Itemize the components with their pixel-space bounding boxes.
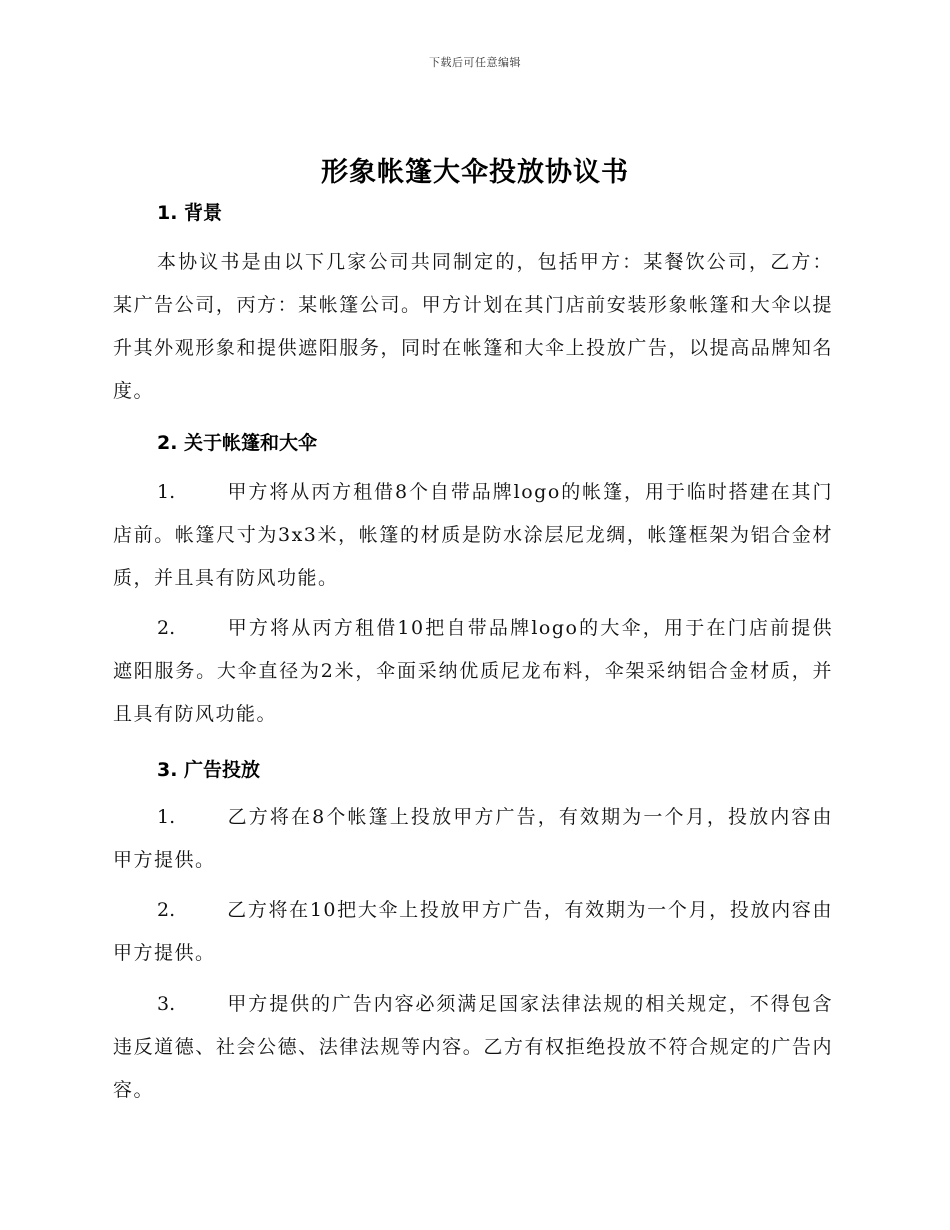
list-item-text: 甲方将从丙方租借8个自带品牌logo的帐篷，用于临时搭建在其门店前。帐篷尺寸为3x3米，帐篷的材质是防水涂层尼龙绸，帐篷框架为铝合金材质，并且具有防风功能。 [113, 481, 833, 589]
list-item-number: 1. [157, 481, 176, 503]
section-heading-tent-umbrella: 2. 关于帐篷和大伞 [157, 432, 318, 454]
list-item [113, 889, 833, 975]
list-item-number: 2. [157, 899, 176, 921]
section-heading-ad-placement: 3. 广告投放 [157, 759, 261, 781]
list-item [113, 471, 833, 600]
document-title: 形象帐篷大伞投放协议书 [321, 157, 629, 188]
list-item [113, 796, 833, 882]
list-item-number: 2. [157, 617, 176, 639]
list-item [113, 983, 833, 1112]
list-item-text: 乙方将在10把大伞上投放甲方广告，有效期为一个月，投放内容由甲方提供。 [113, 899, 833, 964]
header-note: 下载后可任意编辑 [429, 56, 521, 69]
list-item-number: 1. [157, 806, 176, 828]
list-item-text: 甲方将从丙方租借10把自带品牌logo的大伞，用于在门店前提供遮阳服务。大伞直径为2米，伞面采纳优质尼龙布料，伞架采纳铝合金材质，并且具有防风功能。 [113, 617, 833, 725]
section-paragraph-background: 本协议书是由以下几家公司共同制定的，包括甲方：某餐饮公司，乙方：某广告公司，丙方：某帐篷公司。甲方计划在其门店前安装形象帐篷和大伞以提升其外观形象和提供遮阳服务，同时在帐篷和大伞上投放广告，以提高品牌知名度。 [113, 251, 833, 402]
list-item [113, 607, 833, 736]
list-item-text: 甲方提供的广告内容必须满足国家法律法规的相关规定，不得包含违反道德、社会公德、法律法规等内容。乙方有权拒绝投放不符合规定的广告内容。 [113, 993, 833, 1101]
list-item-text: 乙方将在8个帐篷上投放甲方广告，有效期为一个月，投放内容由甲方提供。 [113, 806, 833, 871]
section-heading-background: 1. 背景 [157, 202, 223, 224]
list-item-number: 3. [157, 993, 176, 1015]
